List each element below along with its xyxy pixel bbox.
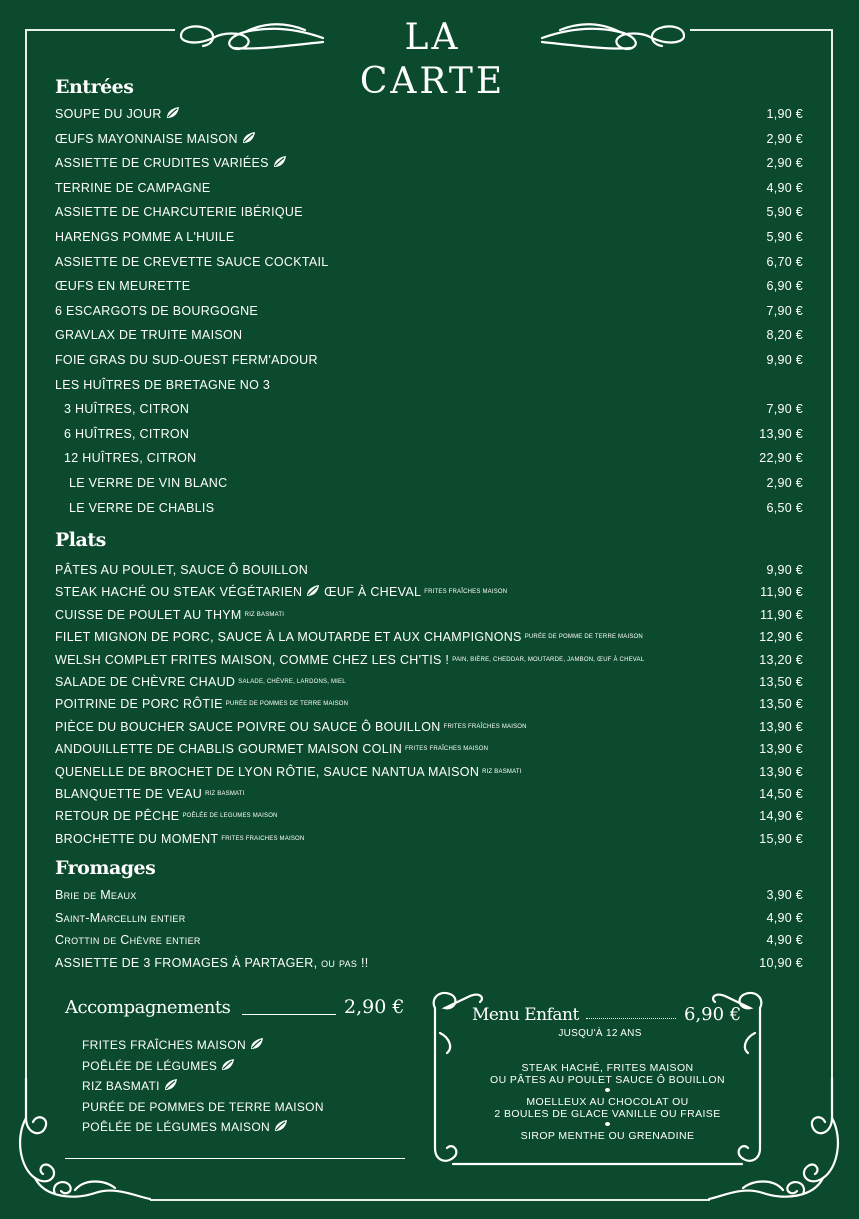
- menu-item: [55, 104, 803, 124]
- leaf-veg-icon: [220, 1058, 235, 1072]
- title-banner: [175, 8, 690, 102]
- menu-item: [55, 885, 803, 905]
- leaf-veg-icon: [305, 584, 320, 598]
- leaf-veg-icon: [272, 155, 287, 169]
- menu-item-label: ANDOUILLETTE DE CHABLIS GOURMET MAISON COLIN: [55, 742, 403, 757]
- accompagnement-label: POÊLÉE DE LÉGUMES MAISON: [82, 1120, 270, 1134]
- menu-item-price: 7,90 €: [766, 402, 803, 417]
- menu-item: [55, 717, 803, 737]
- menu-item-label: WELSH COMPLET FRITES MAISON, COMME CHEZ LES CH'TIS !: [55, 652, 450, 667]
- menu-item-name: [55, 153, 287, 173]
- menu-item-name: [55, 672, 346, 692]
- menu-item-name: [55, 885, 137, 905]
- menu-item: [55, 739, 803, 759]
- menu-item: [55, 399, 803, 419]
- menu-item-price: 9,90 €: [766, 353, 803, 367]
- accompagnements-price: 2,90 €: [344, 996, 405, 1018]
- accompagnement-item: [82, 1057, 235, 1075]
- menu-item-name: [55, 375, 270, 395]
- menu-item-name: [55, 582, 507, 602]
- menu-item-label: STEAK HACHÉ OU STEAK VÉGÉTARIEN: [55, 585, 303, 600]
- menu-item-label: SALADE DE CHÈVRE CHAUD: [55, 675, 236, 689]
- menu-item: [55, 227, 803, 247]
- menu-item-name: [64, 399, 189, 419]
- menu-item-price: 4,90 €: [766, 933, 803, 948]
- menu-item-name: [55, 739, 488, 759]
- menu-item-price: 6,50 €: [766, 500, 803, 515]
- leaf-veg-icon: [163, 1078, 178, 1092]
- menu-enfant-line: OU PÂTES AU POULET SAUCE Ô BOUILLON: [490, 1074, 725, 1086]
- menu-item-label: QUENELLE DE BROCHET DE LYON RÔTIE, SAUCE NANTUA MAISON: [55, 764, 480, 779]
- menu-item-price: 15,90 €: [759, 831, 803, 846]
- menu-item-name: [64, 448, 197, 468]
- menu-item-price: 2,90 €: [766, 156, 803, 171]
- menu-enfant-dots: [586, 1018, 676, 1020]
- menu-item: [55, 953, 803, 973]
- accompagnement-label: PURÉE DE POMMES DE TERRE MAISON: [82, 1099, 324, 1114]
- frame-right-line: [831, 29, 833, 1079]
- menu-item-price: 11,90 €: [760, 585, 803, 600]
- menu-item-name: [55, 694, 348, 714]
- menu-item-name: [69, 498, 214, 518]
- menu-item: [55, 560, 803, 580]
- menu-item-name: [55, 762, 522, 782]
- accompagnement-label: RIZ BASMATI: [82, 1079, 160, 1093]
- menu-item-name: [64, 424, 189, 444]
- menu-item: [55, 252, 803, 272]
- menu-item-label: ŒUFS MAYONNAISE MAISON: [55, 131, 238, 146]
- menu-item-name: [55, 605, 284, 625]
- menu-item-name: [55, 227, 234, 247]
- menu-enfant-bullet: [605, 1122, 610, 1126]
- accompagnements-title: Accompagnements: [65, 997, 231, 1018]
- menu-item: [55, 650, 803, 670]
- menu-item-note: RIZ BASMATI: [244, 611, 285, 618]
- menu-item: [55, 806, 803, 826]
- menu-item-price: 2,90 €: [766, 131, 803, 146]
- frame-top-right-line: [690, 29, 833, 31]
- menu-item: [55, 301, 803, 321]
- menu-item-name: [55, 252, 329, 272]
- menu-item-price: 14,90 €: [759, 809, 803, 824]
- menu-item-price: 13,50 €: [759, 697, 803, 712]
- menu-item-price: 8,20 €: [766, 328, 803, 343]
- menu-item: [55, 178, 803, 198]
- menu-item-name: [55, 104, 180, 124]
- menu-item-name: [55, 202, 303, 222]
- menu-item: [55, 276, 803, 296]
- menu-item: [55, 153, 803, 173]
- menu-enfant-title: Menu Enfant: [472, 1005, 579, 1025]
- menu-item-note: FRITES FRAÎCHES MAISON: [424, 589, 508, 596]
- menu-enfant-subtitle: JUSQU'À 12 ANS: [558, 1028, 642, 1039]
- menu-item-name: [55, 650, 644, 670]
- menu-item-name: [55, 627, 643, 647]
- section-title-fromages: Fromages: [55, 857, 156, 879]
- menu-item-label: Saint-Marcellin entier: [55, 910, 186, 925]
- menu-item-price: 12,90 €: [759, 630, 803, 645]
- menu-item-price: 6,90 €: [766, 279, 803, 294]
- menu-item-note: PURÉE DE POMMES DE TERRE MAISON: [225, 701, 349, 708]
- menu-item-note: POÊLÉE DE LEGUMES MAISON: [182, 813, 278, 820]
- menu-item-name: [55, 325, 242, 345]
- menu-item-price: 9,90 €: [766, 563, 803, 577]
- menu-item-price: 13,90 €: [759, 719, 803, 734]
- menu-item-price: 1,90 €: [766, 107, 803, 121]
- menu-item-label: CUISSE DE POULET AU THYM: [55, 607, 242, 622]
- menu-item-name: [55, 717, 527, 737]
- menu-item-label: RETOUR DE PÊCHE: [55, 809, 180, 824]
- menu-item-price: 13,20 €: [759, 652, 803, 667]
- menu-item-price: 13,50 €: [759, 675, 803, 689]
- menu-item-label: LE VERRE DE VIN BLANC: [69, 476, 228, 490]
- menu-item: [55, 473, 803, 493]
- leaf-veg-icon: [241, 131, 256, 145]
- menu-item-price: 5,90 €: [766, 205, 803, 220]
- menu-item: [55, 424, 803, 444]
- menu-item-label: GRAVLAX DE TRUITE MAISON: [55, 328, 243, 343]
- menu-item-label: TERRINE DE CAMPAGNE: [55, 180, 211, 195]
- menu-item-name: [55, 301, 258, 321]
- menu-item: [55, 202, 803, 222]
- menu-item-price: 14,50 €: [759, 787, 803, 801]
- leaf-veg-icon: [249, 1037, 264, 1051]
- menu-item-name: [55, 784, 245, 804]
- menu-item-price: 13,90 €: [759, 764, 803, 779]
- accompagnement-item: [82, 1036, 264, 1054]
- menu-item: [55, 672, 803, 692]
- menu-item-label: POITRINE DE PORC RÔTIE: [55, 697, 223, 712]
- menu-item: [55, 325, 803, 345]
- menu-item-note: FRITES FRAÎCHES MAISON: [405, 746, 489, 753]
- menu-item: [55, 375, 803, 395]
- menu-item: [55, 694, 803, 714]
- right-corner-ornament-icon: [706, 1078, 846, 1208]
- frame-top-left-line: [25, 29, 175, 31]
- menu-item-name: [55, 953, 369, 973]
- menu-item-note: FRITES FRAICHES MAISON: [221, 835, 305, 842]
- section-title-plats: Plats: [55, 529, 106, 551]
- menu-item-price: 13,90 €: [759, 426, 803, 441]
- menu-item-label: ASSIETTE DE CHARCUTERIE IBÉRIQUE: [55, 205, 303, 220]
- menu-item-label: PIÈCE DU BOUCHER SAUCE POIVRE OU SAUCE Ô BOUILLON: [55, 719, 441, 734]
- menu-item: [55, 498, 803, 518]
- menu-item-price: 5,90 €: [766, 230, 803, 244]
- menu-item-note: FRITES FRAÎCHES MAISON: [443, 723, 527, 730]
- menu-item-label-extra: ŒUF À CHEVAL: [324, 585, 422, 600]
- menu-enfant-price: 6,90 €: [684, 1004, 742, 1025]
- menu-item-price: 22,90 €: [759, 451, 803, 466]
- menu-item: [55, 350, 803, 370]
- menu-item-label: 6 HUÎTRES, CITRON: [64, 426, 190, 441]
- accompagnements-rule: [242, 1014, 336, 1015]
- menu-item-note: PAIN, BIÈRE, CHEDDAR, MOUTARDE, JAMBON, ŒUF À CHEVAL: [452, 656, 645, 663]
- menu-item-label: 6 ESCARGOTS DE BOURGOGNE: [55, 303, 259, 318]
- menu-item-label: FOIE GRAS DU SUD-OUEST FERM'ADOUR: [55, 353, 318, 367]
- menu-item-label: BLANQUETTE DE VEAU: [55, 787, 203, 801]
- leaf-veg-icon: [165, 106, 180, 120]
- menu-item-price: 7,90 €: [766, 303, 803, 318]
- menu-item: [55, 930, 803, 950]
- section-title-entrees: Entrées: [55, 76, 134, 98]
- menu-enfant-line: STEAK HACHÉ, FRITES MAISON: [521, 1062, 694, 1074]
- menu-item-label: LES HUÎTRES DE BRETAGNE NO 3: [55, 377, 271, 392]
- menu-item-price: 2,90 €: [766, 476, 803, 490]
- menu-item-label: FILET MIGNON DE PORC, SAUCE À LA MOUTARDE ET AUX CHAMPIGNONS: [55, 630, 522, 645]
- menu-item-price: 4,90 €: [766, 910, 803, 925]
- menu-item-price: 11,90 €: [760, 607, 803, 622]
- menu-item-label: PÂTES AU POULET, SAUCE Ô BOUILLON: [55, 563, 309, 577]
- menu-item-label: ASSIETTE DE CRUDITES VARIÉES: [55, 156, 269, 171]
- menu-item-note: RIZ BASMATI: [482, 768, 522, 775]
- menu-item: [55, 582, 803, 602]
- menu-item-price: 4,90 €: [766, 180, 803, 195]
- menu-item-note: RIZ BASMATI: [205, 791, 245, 797]
- menu-item-label: SOUPE DU JOUR: [55, 107, 162, 121]
- page-title: LA CARTE: [359, 17, 506, 102]
- menu-item-label: 12 HUÎTRES, CITRON: [64, 451, 197, 466]
- menu-item: [55, 448, 803, 468]
- menu-item: [55, 605, 803, 625]
- frame-left-line: [25, 29, 27, 1079]
- menu-item: [55, 762, 803, 782]
- menu-enfant-bullet: [605, 1088, 610, 1092]
- menu-item-price: 13,90 €: [759, 742, 803, 757]
- menu-item-label: Crottin de Chèvre entier: [55, 933, 201, 948]
- menu-item-name: [55, 350, 318, 370]
- menu-item-name: [55, 908, 186, 928]
- menu-item-note: SALADE, CHÈVRE, LARDONS, MIEL: [238, 679, 346, 685]
- menu-item-name: [55, 930, 201, 950]
- menu-item: [55, 627, 803, 647]
- menu-enfant-line: 2 BOULES DE GLACE VANILLE OU FRAISE: [494, 1108, 721, 1120]
- menu-item-label: Brie de Meaux: [55, 888, 137, 902]
- menu-item-label: LE VERRE DE CHABLIS: [69, 500, 215, 515]
- menu-item-name: [55, 829, 304, 849]
- menu-item-label: HARENGS POMME A L'HUILE: [55, 230, 235, 244]
- menu-item: [55, 829, 803, 849]
- menu-item-label: 3 HUÎTRES, CITRON: [64, 402, 190, 417]
- menu-item: [55, 129, 803, 149]
- menu-item-label: ŒUFS EN MEURETTE: [55, 279, 191, 294]
- menu-item-name: [69, 473, 227, 493]
- menu-item-label: BROCHETTE DU MOMENT: [55, 831, 219, 846]
- menu-item-price: 10,90 €: [759, 955, 803, 970]
- menu-item: [55, 908, 803, 928]
- menu-enfant-line: SIROP MENTHE OU GRENADINE: [520, 1130, 695, 1142]
- menu-item-name: [55, 560, 308, 580]
- left-corner-ornament-icon: [15, 1078, 155, 1208]
- accompagnement-label: FRITES FRAÎCHES MAISON: [82, 1038, 246, 1052]
- menu-item-price: 3,90 €: [766, 888, 803, 902]
- frame-bottom-line: [150, 1199, 710, 1201]
- menu-item-note: PURÉE DE POMME DE TERRE MAISON: [524, 634, 643, 641]
- accompagnement-label: POÊLÉE DE LÉGUMES: [82, 1058, 218, 1073]
- menu-item-label: ASSIETTE DE CREVETTE SAUCE COCKTAIL: [55, 254, 329, 269]
- menu-item-name: [55, 276, 190, 296]
- menu-item-name: [55, 806, 278, 826]
- menu-item-name: [55, 178, 211, 198]
- leaf-veg-icon: [273, 1119, 288, 1133]
- menu-item-price: 6,70 €: [766, 254, 803, 269]
- menu-item-label: ASSIETTE DE 3 FROMAGES À PARTAGER, ou pas !!: [55, 955, 369, 970]
- menu-item-name: [55, 129, 256, 149]
- menu-item: [55, 784, 803, 804]
- menu-enfant-line: MOELLEUX AU CHOCOLAT OU: [526, 1096, 689, 1108]
